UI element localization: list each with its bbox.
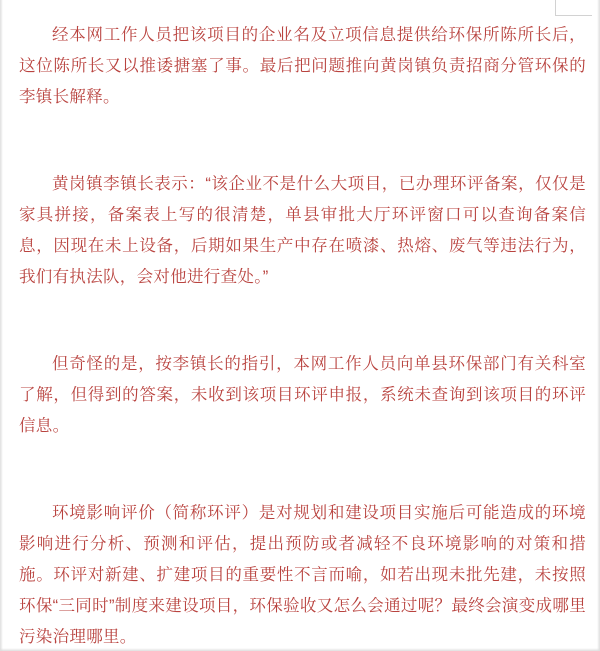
paragraph-reporter-referral: 经本网工作人员把该项目的企业名及立项信息提供给环保所陈所长后，这位陈所长又以推诿搪塞了事。最后把问题推向黄岗镇负责招商分管环保的李镇长解释。 xyxy=(19,26,586,106)
page-edge-shadow-left xyxy=(0,0,3,651)
paragraph-eia-explanation: 环境影响评价（简称环评）是对规划和建设项目实施后可能造成的环境影响进行分析、预测和评估，提出预防或者减轻不良环境影响的对策和措施。环评对新建、扩建项目的重要性不言而喻，如若出现未批先建，未按照环保“三同时”制度来建设项目，环保验收又怎么会通过呢？最终会演变成哪里污染治理哪里。 xyxy=(19,504,586,646)
document-body xyxy=(19,20,586,651)
text-boundary-corner-mark xyxy=(555,0,592,16)
paragraph-epa-no-record: 但奇怪的是，按李镇长的指引，本网工作人员向单县环保部门有关科室了解，但得到的答案，未收到该项目环评申报，系统未查询到该项目的环评信息。 xyxy=(19,355,586,435)
paragraph-mayor-li-statement: 黄岗镇李镇长表示：“该企业不是什么大项目，已办理环评备案，仅仅是家具拼接，备案表上写的很清楚，单县审批大厅环评窗口可以查询备案信息，因现在未上设备，后期如果生产中存在喷漆、热熔、废气等违法行为，我们有执法队，会对他进行查处。” xyxy=(19,175,586,286)
